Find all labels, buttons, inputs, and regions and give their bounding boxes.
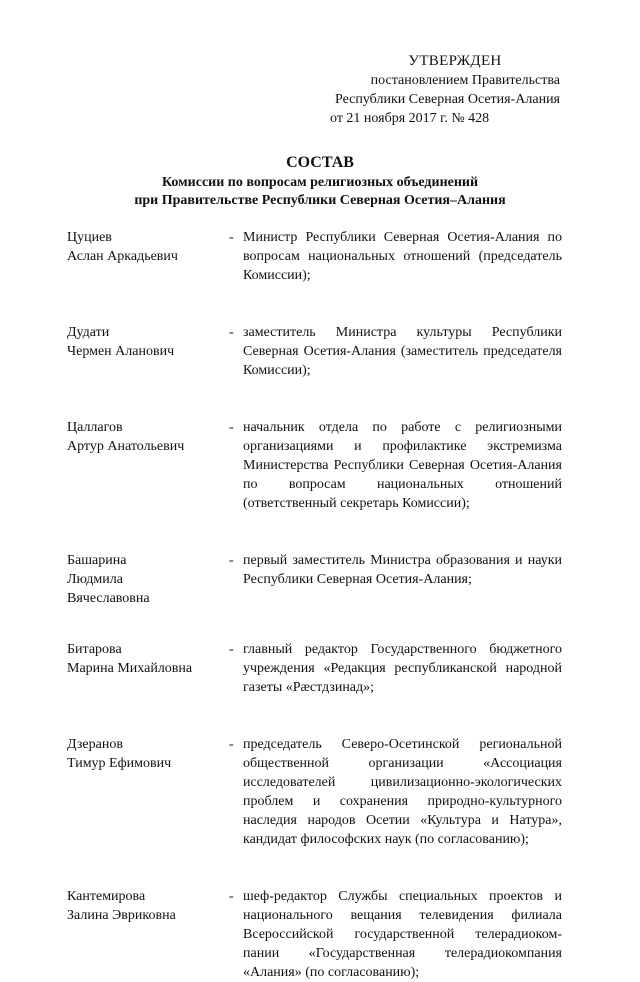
separator-dash: - — [229, 420, 234, 435]
member-name — [67, 418, 229, 456]
subtitle-line-2: при Правительстве Республики Северная Осетия–Алания — [134, 193, 506, 208]
member-position: шеф-редактор Службы специальных проектов и национального вещания телевидения филиала Всероссийской государственной телерадиоком-пании «Государственная телерадиокомпания «Алания» (по согласованию); — [243, 889, 562, 980]
member-name — [67, 640, 229, 678]
member-patronymic: Вячеславовна — [67, 591, 150, 606]
member-position: Министр Республики Северная Осетия-Алания по вопросам национальных отношений (председатель Комиссии); — [243, 230, 562, 283]
approval-title: УТВЕРЖДЕН — [408, 53, 502, 69]
member-given-name: Артур Анатольевич — [67, 439, 185, 454]
member-surname: Цаллагов — [67, 420, 123, 435]
member-surname: Дудати — [67, 325, 110, 340]
member-position: председатель Северо-Осетинской региональной общественной организации «Ассоциация исследователей цивилизационно-экологических проблем и сохранения природно-культурного наследия народов Осетии «Культура и Натура», кандидат философских наук (по согласованию); — [243, 737, 562, 847]
member-name — [67, 323, 229, 361]
approval-line-2: Республики Северная Осетия-Алания — [335, 92, 560, 107]
member-position: начальник отдела по работе с религиозными организациями и профилактике экстремизма Министерства Республики Северная Осетия-Алания по вопросам национальных отношений (ответственный секретарь Комиссии); — [243, 420, 562, 511]
member-given-name: Людмила — [67, 572, 123, 587]
member-name — [67, 228, 229, 266]
member-given-name: Залина Эвриковна — [67, 908, 176, 923]
member-surname: Битарова — [67, 642, 122, 657]
member-given-name: Тимур Ефимович — [67, 756, 172, 771]
member-surname: Башарина — [67, 553, 127, 568]
member-given-name: Чермен Аланович — [67, 344, 175, 359]
member-entry — [67, 887, 562, 982]
member-position: заместитель Министра культуры Республики Северная Осетия-Алания (заместитель председателя Комиссии); — [243, 325, 562, 378]
member-position: главный редактор Государственного бюджетного учреждения «Редакция республиканской народной газеты «Рæстдзинад»; — [243, 642, 562, 695]
member-surname: Дзеранов — [67, 737, 123, 752]
member-surname: Кантемирова — [67, 889, 146, 904]
member-entry — [67, 735, 562, 849]
separator-dash: - — [229, 889, 234, 904]
member-name — [67, 735, 229, 773]
subtitle-line-1: Комиссии по вопросам религиозных объединений — [161, 175, 479, 190]
member-surname: Цуциев — [67, 230, 112, 245]
member-position: первый заместитель Министра образования и науки Республики Северная Осетия-Алания; — [243, 553, 562, 587]
separator-dash: - — [229, 642, 234, 657]
member-given-name: Марина Михайловна — [67, 661, 193, 676]
members-list — [67, 228, 562, 982]
member-given-name: Аслан Аркадьевич — [67, 249, 178, 264]
member-name — [67, 551, 229, 608]
member-name — [67, 887, 229, 925]
member-entry — [67, 418, 562, 513]
approval-stamp — [300, 52, 560, 128]
member-entry — [67, 640, 562, 697]
member-entry — [67, 228, 562, 285]
separator-dash: - — [229, 325, 234, 340]
separator-dash: - — [229, 737, 234, 752]
separator-dash: - — [229, 553, 234, 568]
member-entry — [67, 551, 562, 608]
document-subtitle — [0, 174, 640, 210]
member-entry — [67, 323, 562, 380]
approval-line-1: постановлением Правительства — [370, 73, 560, 88]
separator-dash: - — [229, 230, 234, 245]
document-title: СОСТАВ — [286, 154, 354, 171]
approval-date: от 21 ноября 2017 г. № 428 — [330, 111, 490, 126]
